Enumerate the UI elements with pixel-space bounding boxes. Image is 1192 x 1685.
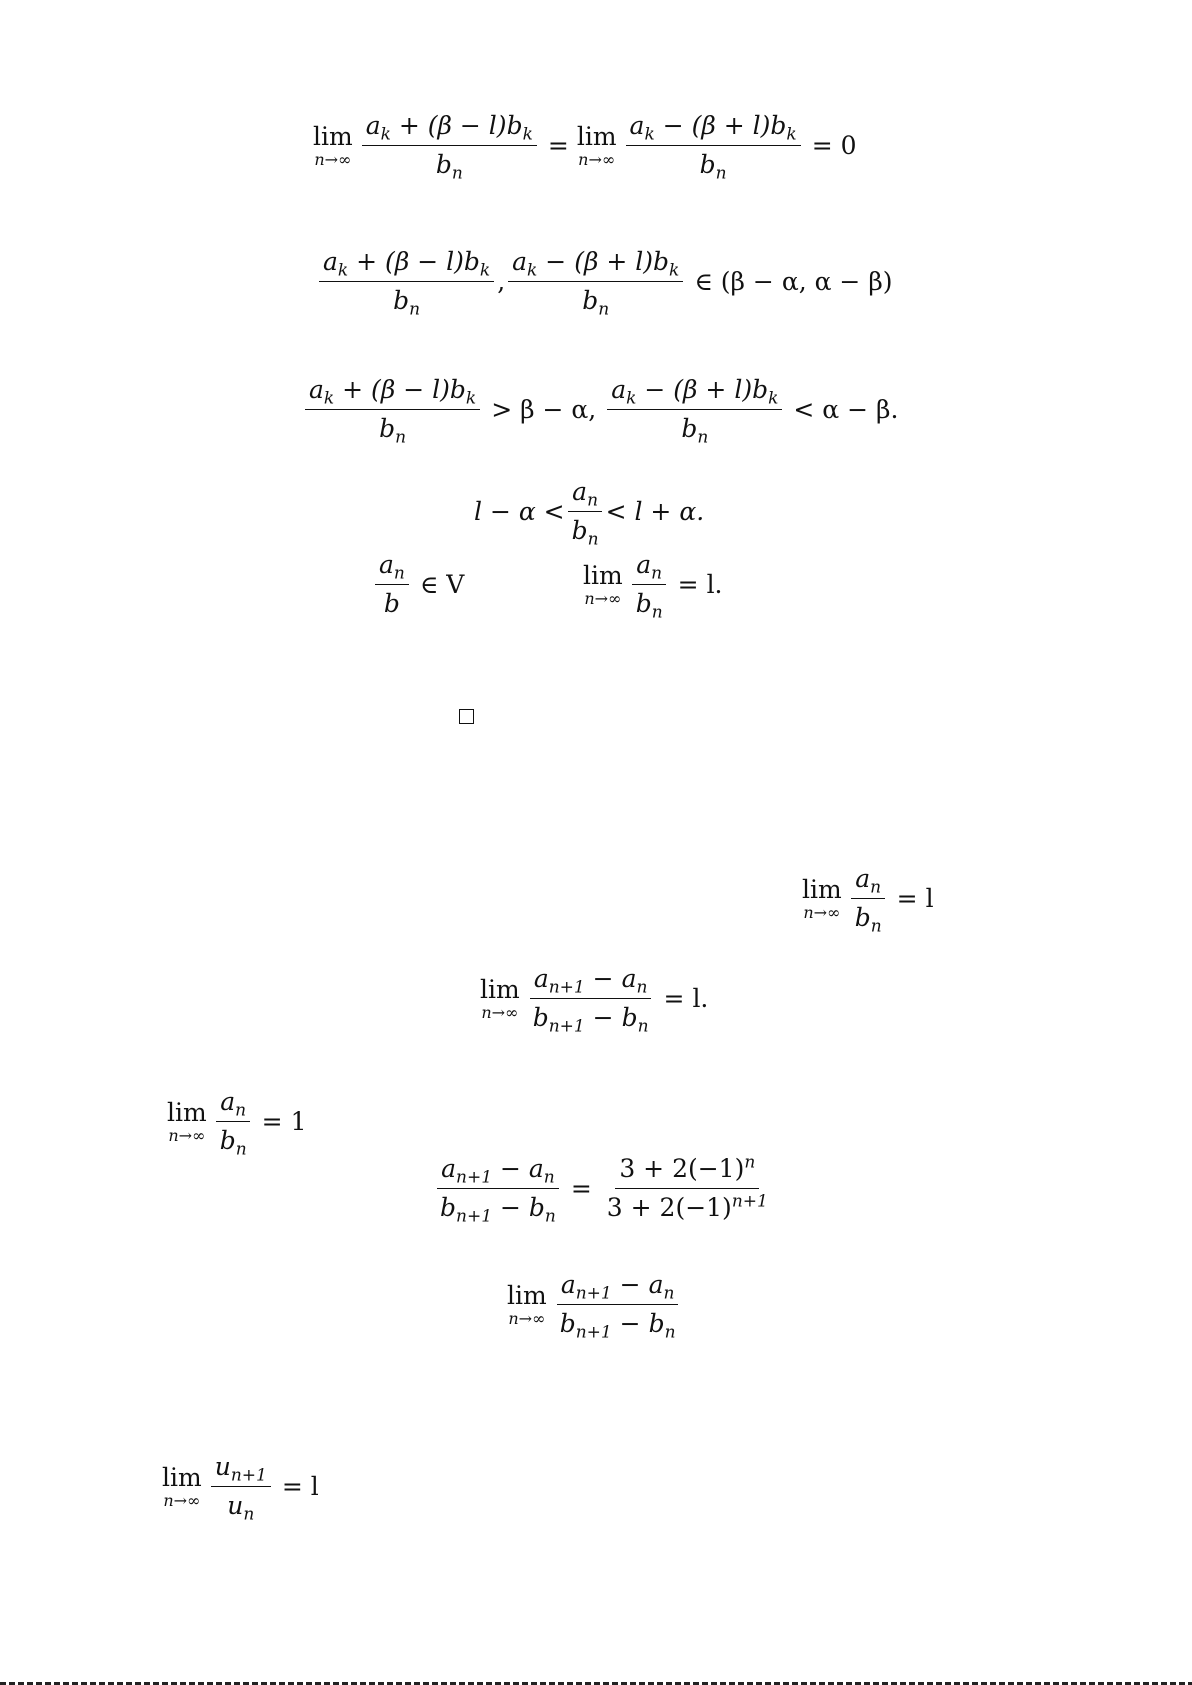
fraction: $\frac{a_{n+1} - a_n}{b_{n+1} - b_n}$ bbox=[556, 1271, 680, 1339]
equation-limit-zero: lim n→∞ $\frac{a_k + (\beta - l)b_k}{b_n}$ = lim n→∞ $\frac{a_k - (\beta + l)b_k}{b_n}$ = 0 bbox=[313, 111, 857, 184]
limit-operator: lim n→∞ bbox=[507, 1280, 547, 1328]
equation-stolz-limit: lim n→∞ $\frac{a_{n+1} - a_n}{b_{n+1} - b_n}$ = l. bbox=[480, 964, 709, 1037]
limit-operator: lim n→∞ bbox=[313, 121, 353, 169]
fraction: $\frac{a_k + (\beta - l)b_k}{b_n}$ bbox=[362, 112, 537, 180]
fraction: $\frac{a_k + (\beta - l)b_k}{b_n}$ bbox=[319, 248, 494, 316]
fraction: $\frac{a_{n+1} - a_n}{b_{n+1} - b_n}$ bbox=[436, 1155, 560, 1223]
equation-limit-equals-l: lim n→∞ $\frac{a_n}{b_n}$ = l. bbox=[583, 550, 723, 623]
fraction: $\frac{a_n}{b_n}$ bbox=[632, 551, 667, 619]
fraction: $\frac{a_{n+1} - a_n}{b_{n+1} - b_n}$ bbox=[529, 965, 653, 1033]
equation-difference-ratio: $\frac{a_{n+1} - a_n}{b_{n+1} - b_n}$ = $\frac{3 + 2(-1)^n}{3 + 2(-1)^{n+1}}$ bbox=[433, 1155, 775, 1223]
equation-interval-membership: $\frac{a_k + (\beta - l)b_k}{b_n}$ , $\frac{a_k - (\beta + l)b_k}{b_n}$ ∈ (β − α, α − β) bbox=[316, 248, 901, 316]
qed-square bbox=[459, 709, 474, 724]
equation-ratio-test-limit: lim n→∞ $\frac{u_{n+1}}{u_n}$ = l bbox=[162, 1452, 319, 1525]
fraction: $\frac{a_n}{b_n}$ bbox=[568, 478, 603, 546]
equation-inequalities: $\frac{a_k + (\beta - l)b_k}{b_n}$ > β − α, $\frac{a_k - (\beta + l)b_k}{b_n}$ < α − β. bbox=[302, 376, 906, 444]
limit-operator: lim n→∞ bbox=[576, 121, 617, 169]
equation-limit-expression bbox=[507, 1270, 683, 1343]
limit-operator: lim n→∞ bbox=[802, 874, 842, 922]
limit-operator: lim n→∞ bbox=[583, 560, 623, 608]
fraction: $\frac{a_n}{b_n}$ bbox=[851, 865, 886, 933]
equation-ratio-bounds: l − α < $\frac{a_n}{b_n}$ < l + α. bbox=[474, 477, 705, 550]
equation-ratio-in-v: $\frac{a_n}{b}$ ∈ V bbox=[372, 551, 472, 619]
equation-limit-equals-one: lim n→∞ $\frac{a_n}{b_n}$ = 1 bbox=[167, 1087, 307, 1160]
fraction: $\frac{a_n}{b}$ bbox=[375, 551, 409, 619]
limit-operator: lim n→∞ bbox=[167, 1097, 207, 1145]
fraction: $\frac{a_k - (\beta + l)b_k}{b_n}$ bbox=[626, 112, 801, 180]
fraction: $\frac{a_k + (\beta - l)b_k}{b_n}$ bbox=[305, 376, 480, 444]
fraction: $\frac{u_{n+1}}{u_n}$ bbox=[211, 1453, 271, 1521]
fraction: $\frac{a_k - (\beta + l)b_k}{b_n}$ bbox=[607, 376, 782, 444]
fraction: $\frac{a_n}{b_n}$ bbox=[216, 1088, 251, 1156]
fraction: $\frac{a_k - (\beta + l)b_k}{b_n}$ bbox=[508, 248, 683, 316]
limit-operator: lim n→∞ bbox=[162, 1462, 202, 1510]
fraction: $\frac{3 + 2(-1)^n}{3 + 2(-1)^{n+1}}$ bbox=[606, 1152, 768, 1222]
limit-operator: lim n→∞ bbox=[480, 974, 520, 1022]
equation-limit-ratio-l: lim n→∞ $\frac{a_n}{b_n}$ = l bbox=[802, 864, 934, 937]
